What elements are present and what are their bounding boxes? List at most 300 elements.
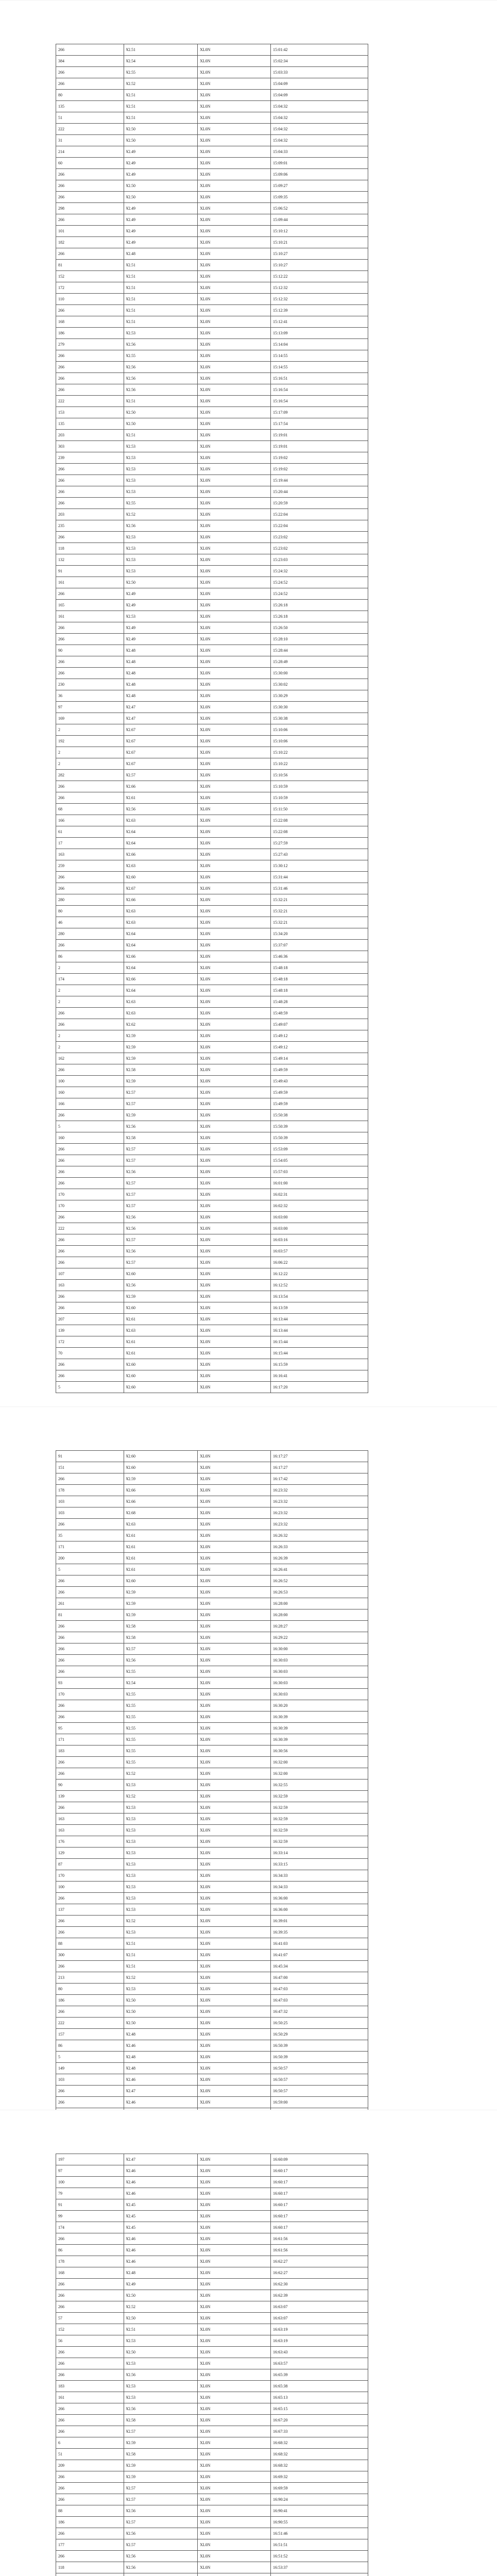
volume-cell: 2	[56, 1042, 124, 1053]
time-cell: 15:10:22	[271, 758, 368, 770]
price-cell: ¥2.66	[124, 1485, 198, 1496]
time-cell: 16:50:57	[271, 2063, 368, 2074]
table-row	[56, 475, 368, 486]
table-row	[56, 1825, 368, 1836]
table-row	[56, 577, 368, 588]
price-cell: ¥2.46	[124, 2245, 198, 2256]
venue-cell: XL0N	[198, 1677, 271, 1689]
price-cell: ¥2.64	[124, 985, 198, 996]
venue-cell: XL0N	[198, 1893, 271, 1904]
venue-cell: XL0N	[198, 2211, 271, 2222]
time-cell: 16:68:32	[271, 2437, 368, 2449]
price-cell: ¥2.53	[124, 1859, 198, 1870]
time-cell: 16:16:41	[271, 1370, 368, 1382]
venue-cell: XL0N	[198, 2279, 271, 2290]
time-cell: 16:13:59	[271, 1302, 368, 1314]
venue-cell: XL0N	[198, 520, 271, 532]
venue-cell: XL0N	[198, 1496, 271, 1507]
volume-cell: 101	[56, 226, 124, 237]
price-cell: ¥2.49	[124, 146, 198, 158]
price-cell: ¥2.60	[124, 1268, 198, 1280]
venue-cell: XL0N	[198, 282, 271, 294]
volume-cell: 79	[56, 2188, 124, 2199]
volume-cell: 266	[56, 1768, 124, 1780]
volume-cell: 132	[56, 554, 124, 566]
venue-cell: XL0N	[198, 1700, 271, 1711]
volume-cell: 51	[56, 112, 124, 124]
table-row	[56, 1950, 368, 1961]
table-row	[56, 1076, 368, 1087]
table-row	[56, 600, 368, 611]
time-cell: 16:50:39	[271, 2040, 368, 2052]
time-cell: 15:02:34	[271, 56, 368, 67]
table-row	[56, 373, 368, 384]
time-cell: 16:02:31	[271, 1189, 368, 1200]
venue-cell: XL0N	[198, 1507, 271, 1519]
time-cell: 16:47:03	[271, 1995, 368, 2006]
price-cell: ¥2.66	[124, 894, 198, 906]
price-cell: ¥2.53	[124, 452, 198, 464]
time-cell: 15:19:02	[271, 452, 368, 464]
price-cell	[124, 2573, 198, 2576]
venue-cell: XL0N	[198, 498, 271, 509]
table-row	[56, 1246, 368, 1257]
table-row	[56, 2165, 368, 2177]
price-cell: ¥2.53	[124, 2392, 198, 2403]
venue-cell: XL0N	[198, 1280, 271, 1291]
price-cell: ¥2.55	[124, 1734, 198, 1745]
venue-cell: XL0N	[198, 2063, 271, 2074]
venue-cell: XL0N	[198, 67, 271, 78]
price-cell: ¥2.63	[124, 996, 198, 1008]
time-cell: 15:04:32	[271, 112, 368, 124]
time-cell: 16:68:32	[271, 2449, 368, 2460]
time-cell: 15:10:59	[271, 781, 368, 792]
venue-cell: XL0N	[198, 532, 271, 543]
time-cell: 16:65:39	[271, 2369, 368, 2381]
venue-cell: XL0N	[198, 1144, 271, 1155]
volume-cell: 266	[56, 1302, 124, 1314]
price-cell: ¥2.53	[124, 1893, 198, 1904]
price-cell: ¥2.57	[124, 1200, 198, 1212]
volume-cell: 266	[56, 1110, 124, 1121]
volume-cell: 91	[56, 566, 124, 577]
price-cell: ¥2.52	[124, 509, 198, 520]
venue-cell: XL0N	[198, 90, 271, 101]
volume-cell: 118	[56, 2562, 124, 2573]
volume-cell: 266	[56, 781, 124, 792]
table-row	[56, 985, 368, 996]
price-cell: ¥2.50	[124, 192, 198, 203]
time-cell: 15:09:27	[271, 180, 368, 192]
time-cell: 15:13:09	[271, 328, 368, 339]
venue-cell: XL0N	[198, 1632, 271, 1643]
venue-cell: XL0N	[198, 2222, 271, 2233]
volume-cell: 177	[56, 2539, 124, 2551]
table-row	[56, 146, 368, 158]
time-cell: 16:32:55	[271, 1780, 368, 1791]
table-row	[56, 1257, 368, 1268]
price-cell: ¥2.50	[124, 2006, 198, 2018]
price-cell: ¥2.58	[124, 1132, 198, 1144]
table-row	[56, 1643, 368, 1655]
venue-cell: XL0N	[198, 1587, 271, 1598]
table-row	[56, 1995, 368, 2006]
price-cell: ¥2.56	[124, 2551, 198, 2562]
time-cell: 16:47:03	[271, 1984, 368, 1995]
venue-cell: XL0N	[198, 985, 271, 996]
venue-cell: XL0N	[198, 668, 271, 679]
table-row	[56, 1268, 368, 1280]
venue-cell: XL0N	[198, 2517, 271, 2528]
venue-cell: XL0N	[198, 112, 271, 124]
table-row	[56, 1473, 368, 1485]
volume-cell: 266	[56, 1178, 124, 1189]
venue-cell: XL0N	[198, 1791, 271, 1802]
venue-cell: XL0N	[198, 1723, 271, 1734]
venue-cell: XL0N	[198, 1859, 271, 1870]
time-cell: 16:30:03	[271, 1689, 368, 1700]
time-cell: 15:11:50	[271, 804, 368, 815]
table-row	[56, 135, 368, 146]
time-cell: 15:12:32	[271, 294, 368, 305]
volume-cell: 160	[56, 1087, 124, 1098]
table-row	[56, 1768, 368, 1780]
volume-cell: 266	[56, 1064, 124, 1076]
time-cell: 16:60:17	[271, 2222, 368, 2233]
price-cell: ¥2.52	[124, 78, 198, 90]
table-row	[56, 316, 368, 328]
price-cell: ¥2.60	[124, 1451, 198, 1462]
venue-cell: XL0N	[198, 1757, 271, 1768]
table-row	[56, 668, 368, 679]
time-cell: 15:04:32	[271, 101, 368, 112]
time-cell: 16:45:34	[271, 1961, 368, 1972]
table-row	[56, 1859, 368, 1870]
time-cell: 15:17:09	[271, 407, 368, 418]
time-cell	[271, 2573, 368, 2576]
venue-cell: XL0N	[198, 996, 271, 1008]
venue-cell: XL0N	[198, 2154, 271, 2165]
price-cell: ¥2.51	[124, 396, 198, 407]
volume-cell: 166	[56, 815, 124, 826]
volume-cell: 88	[56, 1938, 124, 1950]
price-cell: ¥2.57	[124, 2483, 198, 2494]
price-cell: ¥2.56	[124, 1655, 198, 1666]
volume-cell: 266	[56, 475, 124, 486]
volume-cell: 163	[56, 849, 124, 860]
price-cell: ¥2.57	[124, 2426, 198, 2437]
time-cell: 15:53:09	[271, 1144, 368, 1155]
venue-cell: XL0N	[198, 2029, 271, 2040]
time-cell: 15:09:35	[271, 192, 368, 203]
volume-cell: 107	[56, 1268, 124, 1280]
time-cell: 16:03:57	[271, 1246, 368, 1257]
volume-cell: 266	[56, 67, 124, 78]
venue-cell: XL0N	[198, 1370, 271, 1382]
volume-cell: 170	[56, 1689, 124, 1700]
price-cell: ¥2.48	[124, 248, 198, 260]
volume-cell: 174	[56, 974, 124, 985]
price-cell: ¥2.52	[124, 2301, 198, 2313]
time-cell: 16:26:53	[271, 1587, 368, 1598]
venue-cell: XL0N	[198, 2267, 271, 2279]
price-cell: ¥2.61	[124, 792, 198, 804]
table-row	[56, 1325, 368, 1336]
time-cell: 16:51:46	[271, 2528, 368, 2539]
venue-cell: XL0N	[198, 1655, 271, 1666]
venue-cell: XL0N	[198, 702, 271, 713]
venue-cell: XL0N	[198, 872, 271, 883]
table-row	[56, 282, 368, 294]
price-cell: ¥2.54	[124, 1677, 198, 1689]
price-cell: ¥2.55	[124, 1723, 198, 1734]
volume-cell: 80	[56, 90, 124, 101]
price-cell: ¥2.56	[124, 1280, 198, 1291]
volume-cell: 2	[56, 724, 124, 736]
venue-cell: XL0N	[198, 951, 271, 962]
price-cell: ¥2.53	[124, 475, 198, 486]
venue-cell: XL0N	[198, 758, 271, 770]
time-cell: 16:60:17	[271, 2177, 368, 2188]
page-divider	[0, 1406, 497, 1407]
time-cell: 15:26:50	[271, 622, 368, 634]
price-cell: ¥2.61	[124, 1541, 198, 1553]
venue-cell: XL0N	[198, 1087, 271, 1098]
time-cell: 16:15:44	[271, 1348, 368, 1359]
venue-cell: XL0N	[198, 2256, 271, 2267]
volume-cell: 266	[56, 2347, 124, 2358]
venue-cell: XL0N	[198, 1382, 271, 1393]
time-cell: 15:48:18	[271, 985, 368, 996]
venue-cell: XL0N	[198, 1314, 271, 1325]
price-cell: ¥2.63	[124, 1519, 198, 1530]
volume-cell: 172	[56, 1336, 124, 1348]
time-cell: 15:24:52	[271, 577, 368, 588]
price-cell: ¥2.48	[124, 679, 198, 690]
venue-cell: XL0N	[198, 1598, 271, 1609]
volume-cell: 90	[56, 645, 124, 656]
volume-cell: 266	[56, 2290, 124, 2301]
table-row	[56, 1042, 368, 1053]
table-row	[56, 1485, 368, 1496]
page-1	[0, 703, 497, 1406]
time-cell: 15:12:41	[271, 316, 368, 328]
price-cell: ¥2.48	[124, 668, 198, 679]
table-row	[56, 1370, 368, 1382]
table-row	[56, 418, 368, 430]
price-cell: ¥2.51	[124, 260, 198, 271]
table-row	[56, 2188, 368, 2199]
venue-cell: XL0N	[198, 962, 271, 974]
volume-cell: 214	[56, 146, 124, 158]
time-cell: 16:32:00	[271, 1757, 368, 1768]
table-row	[56, 2494, 368, 2505]
price-cell: ¥2.64	[124, 838, 198, 849]
volume-cell: 203	[56, 430, 124, 441]
time-cell: 15:24:32	[271, 566, 368, 577]
venue-cell: XL0N	[198, 1927, 271, 1938]
price-cell: ¥2.48	[124, 2267, 198, 2279]
venue-cell: XL0N	[198, 169, 271, 180]
venue-cell: XL0N	[198, 226, 271, 237]
price-cell: ¥2.48	[124, 656, 198, 668]
table-row	[56, 1064, 368, 1076]
time-cell: 16:17:42	[271, 1473, 368, 1485]
venue-cell: XL0N	[198, 1814, 271, 1825]
volume-cell: 266	[56, 1893, 124, 1904]
venue-cell: XL0N	[198, 1904, 271, 1916]
table-row	[56, 2505, 368, 2517]
time-cell: 15:09:44	[271, 214, 368, 226]
venue-cell: XL0N	[198, 1802, 271, 1814]
table-row	[56, 2029, 368, 2040]
time-cell: 15:06:52	[271, 203, 368, 214]
table-row	[56, 554, 368, 566]
price-cell: ¥2.50	[124, 577, 198, 588]
time-cell: 16:30:39	[271, 1723, 368, 1734]
volume-cell: 266	[56, 1916, 124, 1927]
price-cell: ¥2.53	[124, 2381, 198, 2392]
venue-cell: XL0N	[198, 1734, 271, 1745]
time-cell: 16:06:22	[271, 1257, 368, 1268]
volume-cell: 266	[56, 2471, 124, 2483]
time-cell: 15:31:46	[271, 883, 368, 894]
price-cell: ¥2.51	[124, 294, 198, 305]
time-cell: 16:69:59	[271, 2483, 368, 2494]
table-row	[56, 770, 368, 781]
table-row	[56, 339, 368, 350]
venue-cell: XL0N	[198, 1008, 271, 1019]
price-cell: ¥2.53	[124, 1836, 198, 1848]
venue-cell: XL0N	[198, 770, 271, 781]
price-cell: ¥2.55	[124, 1745, 198, 1757]
time-cell: 16:50:57	[271, 2086, 368, 2097]
time-cell: 15:04:09	[271, 90, 368, 101]
price-cell: ¥2.56	[124, 804, 198, 815]
volume-cell: 266	[56, 1757, 124, 1768]
price-cell: ¥2.56	[124, 362, 198, 373]
volume-cell: 280	[56, 928, 124, 940]
table-row	[56, 2551, 368, 2562]
volume-cell: 163	[56, 1280, 124, 1291]
time-cell: 15:04:09	[271, 78, 368, 90]
venue-cell: XL0N	[198, 1575, 271, 1587]
price-cell: ¥2.56	[124, 2528, 198, 2539]
time-cell: 15:12:32	[271, 282, 368, 294]
price-cell: ¥2.51	[124, 316, 198, 328]
table-row	[56, 1689, 368, 1700]
table-row	[56, 838, 368, 849]
venue-cell: XL0N	[198, 316, 271, 328]
venue-cell: XL0N	[198, 1711, 271, 1723]
price-cell: ¥2.56	[124, 2403, 198, 2415]
page-3	[0, 2110, 497, 2576]
volume-cell: 266	[56, 532, 124, 543]
table-row	[56, 1166, 368, 1178]
venue-cell: XL0N	[198, 747, 271, 758]
volume-cell: 86	[56, 951, 124, 962]
time-cell: 16:47:00	[271, 1972, 368, 1984]
price-cell: ¥2.53	[124, 1984, 198, 1995]
time-cell: 16:62:39	[271, 2290, 368, 2301]
table-row	[56, 1541, 368, 1553]
volume-cell: 266	[56, 2279, 124, 2290]
table-row	[56, 2460, 368, 2471]
time-cell: 16:34:33	[271, 1882, 368, 1893]
time-cell: 16:28:00	[271, 1609, 368, 1621]
table-row	[56, 747, 368, 758]
table-row	[56, 1530, 368, 1541]
venue-cell: XL0N	[198, 826, 271, 838]
volume-cell: 266	[56, 1144, 124, 1155]
time-cell: 15:49:59	[271, 1098, 368, 1110]
table-row	[56, 2222, 368, 2233]
time-cell: 16:51:52	[271, 2551, 368, 2562]
volume-cell: 5	[56, 1564, 124, 1575]
table-row	[56, 1053, 368, 1064]
price-cell: ¥2.57	[124, 1643, 198, 1655]
venue-cell: XL0N	[198, 1053, 271, 1064]
table-row	[56, 248, 368, 260]
venue-cell: XL0N	[198, 2052, 271, 2063]
volume-cell: 103	[56, 1496, 124, 1507]
venue-cell: XL0N	[198, 2086, 271, 2097]
venue-cell: XL0N	[198, 2006, 271, 2018]
time-cell: 15:28:10	[271, 634, 368, 645]
time-cell: 15:46:36	[271, 951, 368, 962]
time-cell: 16:13:54	[271, 1291, 368, 1302]
table-row	[56, 894, 368, 906]
volume-cell: 266	[56, 1019, 124, 1030]
time-cell: 16:90:41	[271, 2505, 368, 2517]
table-row	[56, 2358, 368, 2369]
venue-cell: XL0N	[198, 1166, 271, 1178]
table-row	[56, 2290, 368, 2301]
time-cell: 16:30:39	[271, 1734, 368, 1745]
table-row	[56, 690, 368, 702]
volume-cell: 169	[56, 713, 124, 724]
price-cell: ¥2.47	[124, 2086, 198, 2097]
time-cell: 16:69:32	[271, 2471, 368, 2483]
table-row	[56, 2403, 368, 2415]
venue-cell: XL0N	[198, 260, 271, 271]
volume-cell: 135	[56, 418, 124, 430]
price-cell: ¥2.63	[124, 906, 198, 917]
venue-cell: XL0N	[198, 305, 271, 316]
time-cell: 15:50:38	[271, 1110, 368, 1121]
venue-cell: XL0N	[198, 1121, 271, 1132]
price-cell: ¥2.57	[124, 1098, 198, 1110]
time-cell: 16:41:03	[271, 1938, 368, 1950]
time-cell: 16:30:00	[271, 1643, 368, 1655]
trades-table	[56, 724, 368, 1393]
volume-cell: 182	[56, 237, 124, 248]
table-row	[56, 169, 368, 180]
table-row	[56, 792, 368, 804]
volume-cell: 266	[56, 350, 124, 362]
table-row	[56, 1291, 368, 1302]
venue-cell: XL0N	[198, 1246, 271, 1257]
volume-cell: 266	[56, 384, 124, 396]
volume-cell: 35	[56, 1530, 124, 1541]
volume-cell: 266	[56, 622, 124, 634]
venue-cell: XL0N	[198, 2347, 271, 2358]
table-row	[56, 328, 368, 339]
volume-cell: 266	[56, 1643, 124, 1655]
price-cell: ¥2.67	[124, 758, 198, 770]
price-cell: ¥2.60	[124, 1462, 198, 1473]
